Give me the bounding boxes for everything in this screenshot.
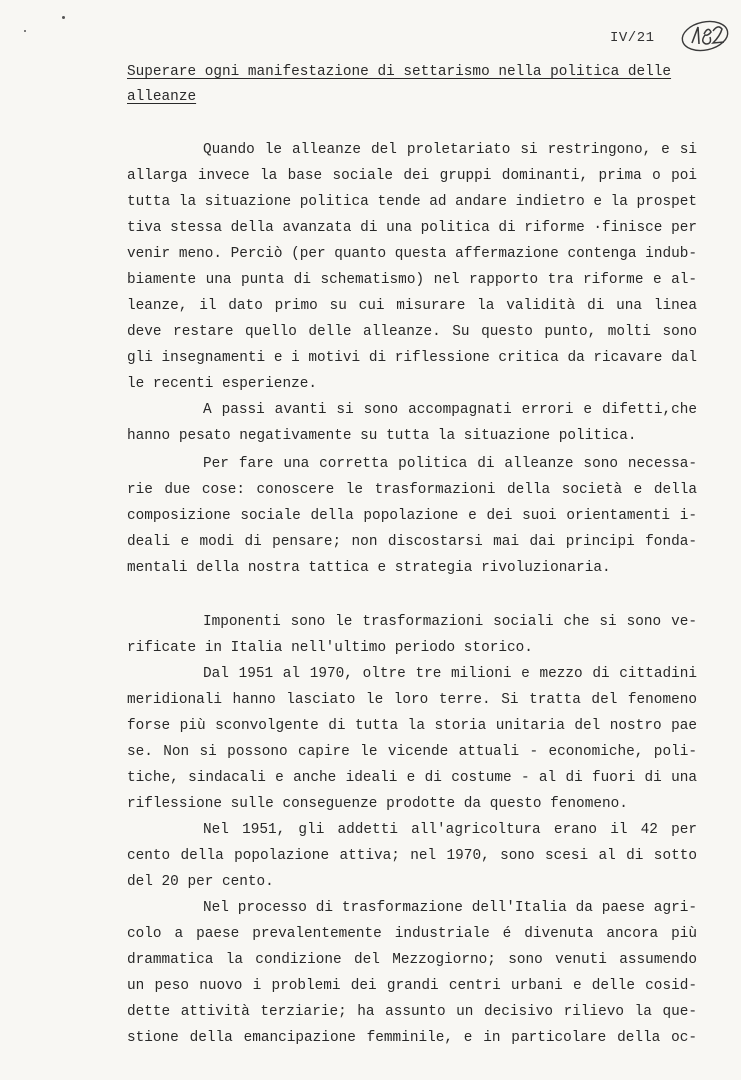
text-line: Quando le alleanze del proletariato si restringono, e si <box>203 142 697 158</box>
text-line: colo a paese prevalentemente industriale é divenuta ancora più <box>127 926 697 942</box>
text-line: se. Non si possono capire le vicende attuali - economiche, poli- <box>127 744 697 760</box>
text-line: dette attività terziarie; ha assunto un decisivo rilievo la que- <box>127 1004 697 1020</box>
text-line: drammatica la condizione del Mezzogiorno; sono venuti assumendo <box>127 952 697 968</box>
text-line: Nel processo di trasformazione dell'Italia da paese agri- <box>203 900 697 916</box>
text-line: composizione sociale della popolazione e dei suoi orientamenti i- <box>127 508 697 524</box>
text-line: meridionali hanno lasciato le loro terre. Si tratta del fenomeno <box>127 692 697 708</box>
text-line: del 20 per cento. <box>127 874 274 890</box>
text-line: stione della emancipazione femminile, e in particolare della oc- <box>127 1030 697 1046</box>
text-line: leanze, il dato primo su cui misurare la validità di una linea <box>127 298 697 314</box>
text-line: tiva stessa della avanzata di una politica di riforme ·finisce per <box>127 220 697 236</box>
text-line: deve restare quello delle alleanze. Su questo punto, molti sono <box>127 324 697 340</box>
text-line: Per fare una corretta politica di alleanze sono necessa- <box>203 456 697 472</box>
text-line: rie due cose: conoscere le trasformazioni della società e della <box>127 482 697 498</box>
text-line: tutta la situazione politica tende ad andare indietro e la prospet <box>127 194 697 210</box>
text-line: tiche, sindacali e anche ideali e di costume - al di fuori di una <box>127 770 697 786</box>
paper-speck <box>62 16 65 19</box>
text-line: Dal 1951 al 1970, oltre tre milioni e mezzo di cittadini <box>203 666 697 682</box>
text-line: un peso nuovo i problemi dei grandi centri urbani e delle cosid- <box>127 978 697 994</box>
section-title: Superare ogni manifestazione di settarismo nella politica delle alleanze <box>127 64 672 105</box>
text-line: le recenti esperienze. <box>127 376 317 392</box>
text-line: mentali della nostra tattica e strategia rivoluzionaria. <box>127 560 611 576</box>
text-line: biamente una punta di schematismo) nel rapporto tra riforme e al- <box>127 272 697 288</box>
text-line: Imponenti sono le trasformazioni sociali che si sono ve- <box>203 614 697 630</box>
text-line: riflessione sulle conseguenze prodotte da questo fenomeno. <box>127 796 628 812</box>
text-line: Nel 1951, gli addetti all'agricoltura erano il 42 per <box>203 822 697 838</box>
text-line: rificate in Italia nell'ultimo periodo storico. <box>127 640 533 656</box>
handwritten-page-number <box>678 16 730 56</box>
text-line: hanno pesato negativamente su tutta la situazione politica. <box>127 428 637 444</box>
text-line: forse più sconvolgente di tutta la storia unitaria del nostro pae <box>127 718 697 734</box>
text-line: cento della popolazione attiva; nel 1970, sono scesi al di sotto <box>127 848 697 864</box>
page-number: IV/21 <box>610 30 655 46</box>
text-line: gli insegnamenti e i motivi di riflessione critica da ricavare dal <box>127 350 697 366</box>
paper-speck <box>24 30 26 32</box>
text-line: deali e modi di pensare; non discostarsi mai dai principi fonda- <box>127 534 697 550</box>
text-line: venir meno. Perciò (per quanto questa affermazione contenga indub- <box>127 246 697 262</box>
text-line: A passi avanti si sono accompagnati errori e difetti,che <box>203 402 697 418</box>
text-line: allarga invece la base sociale dei gruppi dominanti, prima o poi <box>127 168 697 184</box>
